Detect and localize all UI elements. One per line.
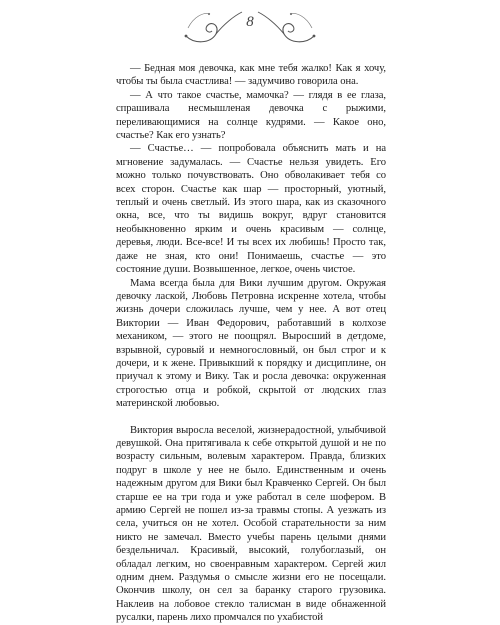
body-text	[116, 62, 386, 625]
page-header	[0, 6, 500, 48]
paragraph-family: Мама всегда была для Вики лучшим другом. Окружая девочку лаской, Любовь Петровна искренне хотела, чтобы жизнь дочери сложилась лучше, чем у нее. А вот отец Виктории — Иван Федорович, работавший в колхозе механиком, — этого не поощрял. Выросший в детдоме, взрывной, суровый и немногословный, он был строг и к дочери, и к жене. Привыкший к порядку и дисциплине, он приучал к этому и Вику. Так и росла девочка: окруженная строгостью отца и робкой, скрытой от людских глаз материнской любовью.	[116, 277, 386, 410]
paragraph-dialogue-girl: — А что такое счастье, мамочка? — глядя в ее глаза, спрашивала несмышленая девочка с рыжими, переливающимися на солнце кудрями. — Какое оно, счастье? Как его узнать?	[116, 89, 386, 142]
paragraph-victoria-sergey: Виктория выросла веселой, жизнерадостной, улыбчивой девушкой. Она притягивала к себе открытой душой и не по возрасту сильным, волевым характером. Правда, близких подруг в школе у нее не было. Единственным и очень надежным другом для Вики был Кравченко Сергей. Он был старше ее на три года и уже работал в селе шофером. В армию Сергей не пошел из-за травмы стопы. А уезжать из села, учиться он не хотел. Особой старательности за ним никто не замечал. Вместо учебы парень целыми днями бездельничал. Красивый, высокий, голубоглазый, он обладал легким, но своенравным характером. Сергей жил одним днем. Раздумья о смысле жизни его не посещали. Окончив школу, он сел за баранку старого грузовика. Наклеив на лобовое стекло талисман в виде обнаженной русалки, парень лихо промчался по ухабистой	[116, 424, 386, 624]
paragraph-happiness-explanation: — Счастье… — попробовала объяснить мать и на мгновение задумалась. — Счастье нельзя увидеть. Его можно только почувствовать. Оно обволакивает тебя со всех сторон. Счастье как шар — просторный, уютный, теплый и очень светлый. Из этого шара, как из сказочного окна, все, что ты видишь вокруг, вдруг становится необыкновенно ярким и очень красивым — солнце, деревья, люди. Все-все! И ты всех их любишь! Просто так, даже не зная, кто они! Понимаешь, счастье — это состояние души. Возвышенное, легкое, очень чистое.	[116, 143, 386, 276]
page-number: 8	[246, 14, 254, 30]
section-gap	[116, 411, 386, 424]
paragraph-dialogue-mother: — Бедная моя девочка, как мне тебя жалко! Как я хочу, чтобы ты была счастлива! — задумчиво говорила она.	[116, 63, 386, 88]
